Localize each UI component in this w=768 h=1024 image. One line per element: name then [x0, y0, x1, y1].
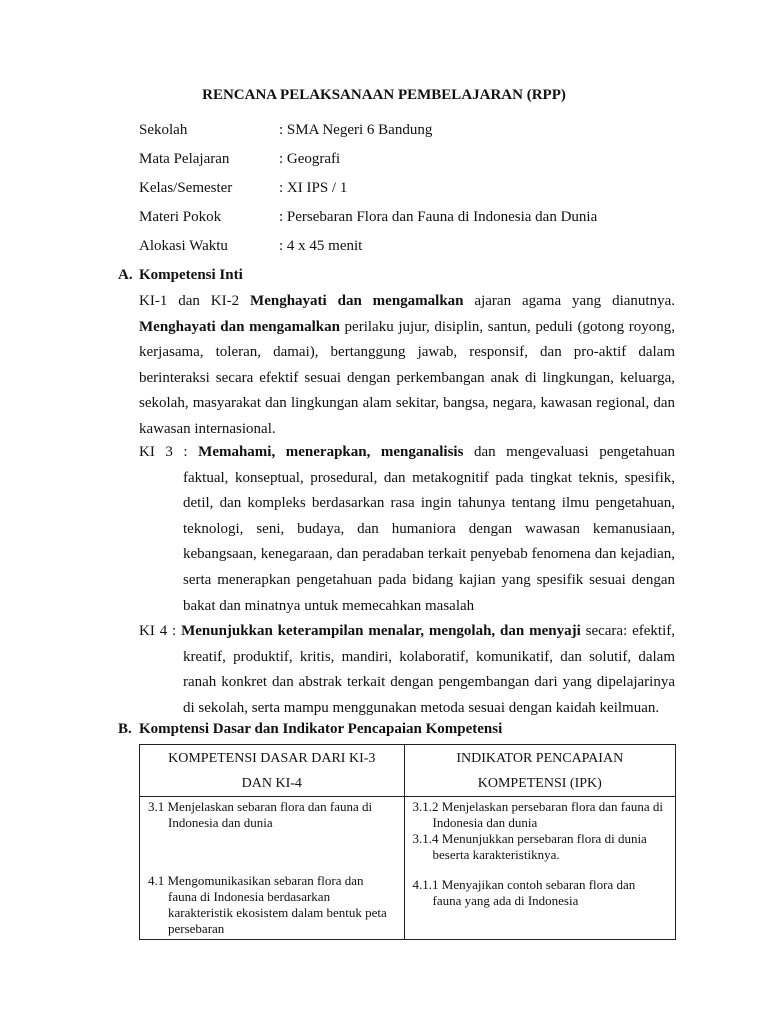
identity-value: : SMA Negeri 6 Bandung — [279, 122, 433, 138]
section-letter: A. — [118, 267, 133, 283]
competency-table — [139, 744, 676, 940]
ki12-bold: Menghayati dan mengamalkan — [250, 293, 464, 309]
header-line: KOMPETENSI (IPK) — [477, 776, 602, 791]
header-line: INDIKATOR PENCAPAIAN — [456, 751, 624, 766]
section-a-heading — [118, 267, 243, 284]
ki4-continuation: kreatif, produktif, kritis, mandiri, kolaboratif, komunikatif, dan solutif, dalam ranah konkret dan abstrak terkait dengan pengembangan dari yang dipelajarinya di sekolah, serta mampu menggunakan metoda sesuai dengan kaidah keilmuan. — [183, 648, 675, 716]
ki4-first-line — [139, 619, 675, 645]
identity-label: Kelas/Semester — [139, 180, 233, 196]
ki3-continuation: faktual, konseptual, prosedural, dan metakognitif pada tingkat teknis, spesifik, detil, dan kompleks berdasarkan rasa ingin tahunya tentang ilmu pengetahuan, teknologi, seni, budaya, dan humaniora dengan wawasan kemanusiaan, kebangsaan, kenegaraan, dan peradaban terkait penyebab fenomena dan kejadian, serta menerapkan pengetahuan pada bidang kajian yang spesifik sesuai dengan bakat dan minatnya untuk memecahkan masalah — [183, 469, 675, 614]
ki3-bold: Memahami, menerapkan, menganalisis — [198, 444, 464, 460]
identity-label: Mata Pelajaran — [139, 151, 230, 167]
identity-value: : XI IPS / 1 — [279, 180, 348, 196]
table-header-row — [140, 745, 676, 797]
ki4-text: secara: efektif, — [580, 623, 675, 639]
header-kd — [140, 745, 405, 797]
header-line: DAN KI-4 — [241, 776, 302, 791]
header-line: KOMPETENSI DASAR DARI KI-3 — [168, 751, 376, 766]
ki4-bold: Menunjukkan keterampilan menalar, mengolah, dan menyaji — [181, 623, 581, 639]
identity-label: Alokasi Waktu — [139, 238, 228, 254]
ipk-item: 3.1.2 Menjelaskan persebaran flora dan fauna di Indonesia dan dunia — [412, 799, 664, 830]
identity-value: : Persebaran Flora dan Fauna di Indonesia dan Dunia — [279, 209, 598, 225]
ipk-item: 4.1.1 Menyajikan contoh sebaran flora dan fauna yang ada di Indonesia — [412, 877, 636, 908]
ki4-prefix: KI 4 : — [139, 623, 182, 639]
identity-value: : 4 x 45 menit — [279, 238, 363, 254]
identity-label: Materi Pokok — [139, 209, 222, 225]
table-row — [140, 797, 676, 940]
ki12-text: ajaran agama yang dianutnya. — [463, 293, 675, 309]
ki-3-paragraph — [139, 440, 675, 619]
ki3-first-line — [139, 440, 675, 466]
ki3-text: dan mengevaluasi pengetahuan — [463, 444, 675, 460]
identity-label: Sekolah — [139, 122, 188, 138]
ipk-cell — [404, 797, 675, 940]
section-letter: B. — [118, 721, 132, 737]
identity-value: : Geografi — [279, 151, 341, 167]
ki-1-2-paragraph — [139, 289, 675, 443]
ki-4-paragraph — [139, 619, 675, 721]
ipk-item: 3.1.4 Menunjukkan persebaran flora di dunia beserta karakteristiknya. — [412, 831, 647, 862]
kd-item: 4.1 Mengomunikasikan sebaran flora dan fauna di Indonesia berdasarkan karakteristik ekosistem dalam bentuk peta persebaran — [148, 873, 387, 936]
section-b-heading — [118, 721, 502, 738]
ki12-text: KI-1 dan KI-2 — [139, 293, 251, 309]
ki12-bold: Menghayati dan mengamalkan — [139, 318, 340, 335]
section-title: Kompetensi Inti — [139, 267, 243, 283]
kd-item: 3.1 Menjelaskan sebaran flora dan fauna di Indonesia dan dunia — [148, 799, 373, 830]
ki12-text: perilaku jujur, disiplin, santun, peduli (gotong royong, kerjasama, toleran, damai), bertanggung jawab, responsif, dan pro-aktif dalam berinteraksi secara efektif sesuai dengan perkembangan anak di lingkungan, keluarga, sekolah, masyarakat dan lingkungan alam sekitar, bangsa, negara, kawasan regional, dan kawasan internasional. — [139, 318, 675, 437]
header-ipk — [404, 745, 675, 797]
section-title: Komptensi Dasar dan Indikator Pencapaian Kompetensi — [139, 721, 503, 737]
kd-cell — [140, 797, 405, 940]
document-title: RENCANA PELAKSANAAN PEMBELAJARAN (RPP) — [202, 87, 566, 103]
ki3-prefix: KI 3 : — [139, 444, 199, 460]
